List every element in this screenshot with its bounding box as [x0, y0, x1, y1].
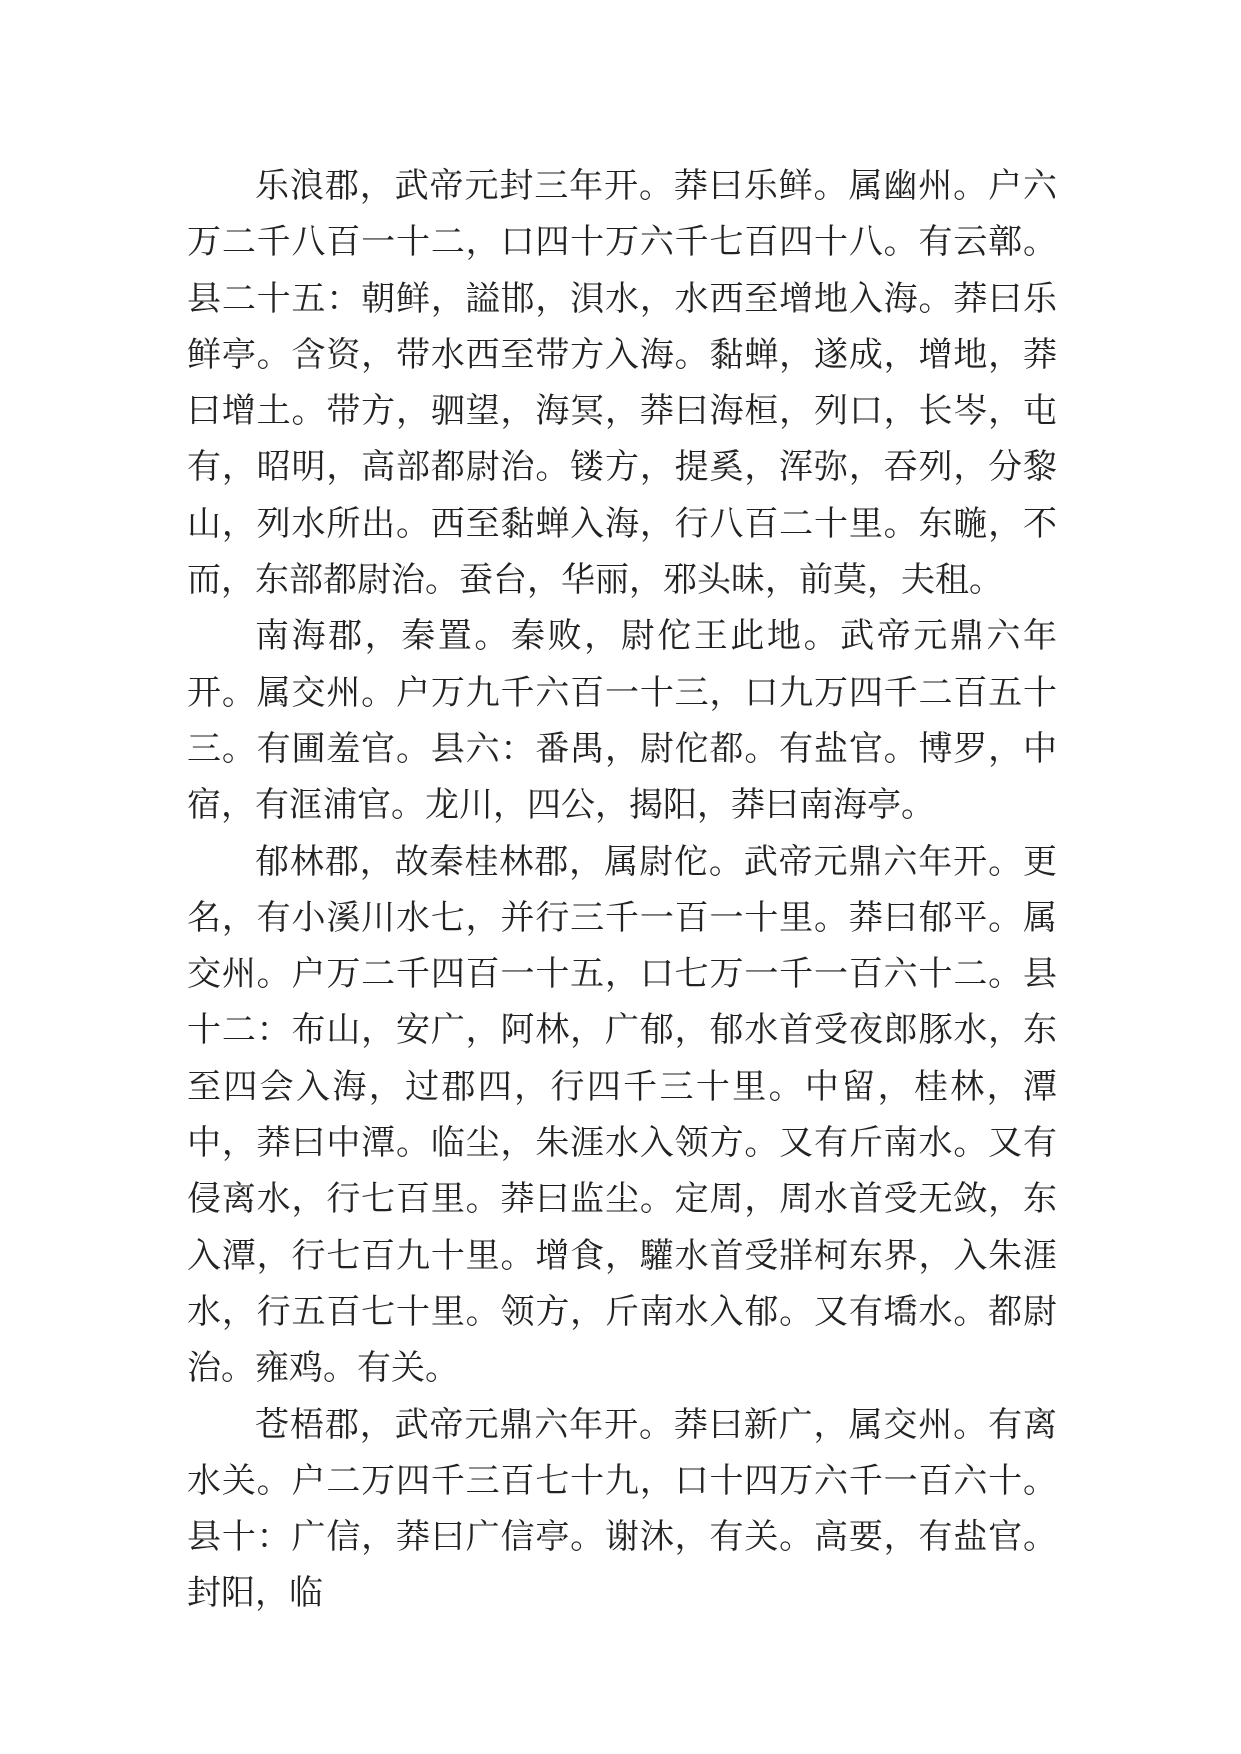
paragraph-cangwu-commandery: 苍梧郡，武帝元鼎六年开。莽曰新广，属交州。有离水关。户二万四千三百七十九，口十四万六千一百六十。县十：广信，莽曰广信亭。谢沐，有关。高要，有盐官。封阳，临 [187, 1404, 1057, 1614]
paragraph-nanhai-commandery: 南海郡，秦置。秦败，尉佗王此地。武帝元鼎六年开。属交州。户万九千六百一十三，口九万四千二百五十三。有圃羞官。县六：番禺，尉佗都。有盐官。博罗，中宿，有洭浦官。龙川，四公，揭阳，莽曰南海亭。 [187, 616, 1057, 826]
paragraph-yulin-commandery: 郁林郡，故秦桂林郡，属尉佗。武帝元鼎六年开。更名，有小溪川水七，并行三千一百一十里。莽曰郁平。属交州。户万二千四百一十五，口七万一千一百六十二。县十二：布山，安广，阿林，广郁，郁水首受夜郎豚水，东至四会入海，过郡四，行四千三十里。中留，桂林，潭中，莽曰中潭。临尘，朱涯水入领方。又有斤南水。又有侵离水，行七百里。莽曰监尘。定周，周水首受无敛，东入潭，行七百九十里。增食，驩水首受牂柯东界，入朱涯水，行五百七十里。领方，斤南水入郁。又有墧水。都尉治。雍鸡。有关。 [187, 841, 1057, 1389]
document-body [187, 158, 1057, 1622]
paragraph-lelang-commandery: 乐浪郡，武帝元封三年开。莽曰乐鲜。属幽州。户六万二千八百一十二，口四十万六千七百四十八。有云鄣。县二十五：朝鲜，謚邯，浿水，水西至增地入海。莽曰乐鲜亭。含资，带水西至带方入海。黏蝉，遂成，增地，莽曰增土。带方，驷望，海冥，莽曰海桓，列口，长岑，屯有，昭明，高部都尉治。镂方，提奚，浑弥，吞列，分黎山，列水所出。西至黏蝉入海，行八百二十里。东暆，不而，东部都尉治。蚕台，华丽，邪头昧，前莫，夫租。 [187, 166, 1057, 601]
